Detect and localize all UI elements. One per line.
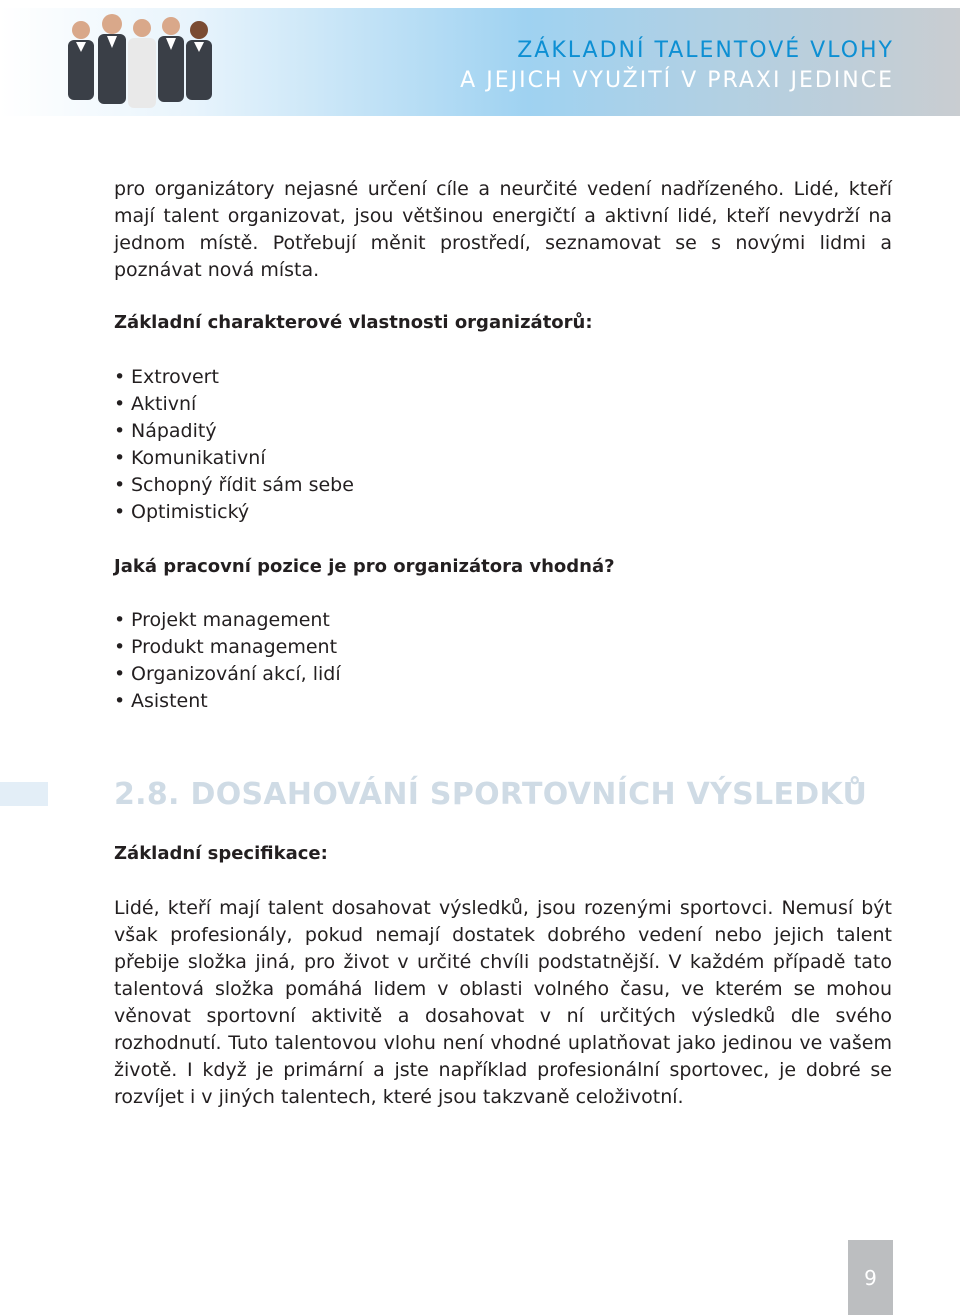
traits-list (114, 364, 892, 526)
list-item: • Extrovert (114, 366, 219, 388)
section-title: 2.8. DOSAHOVÁNÍ SPORTOVNÍCH VÝSLEDKŮ (114, 777, 868, 812)
positions-list (114, 607, 892, 715)
section-marker-bar (0, 782, 48, 806)
list-item: • Schopný řídit sám sebe (114, 474, 354, 496)
header-title-line1: ZÁKLADNÍ TALENTOVÉ VLOHY (517, 38, 894, 63)
traits-heading: Základní charakterové vlastnosti organizátorů: (114, 312, 593, 333)
page-content (114, 176, 892, 1111)
section-subheading: Základní specifikace: (114, 843, 328, 864)
list-item: • Komunikativní (114, 447, 266, 469)
page-number: 9 (848, 1240, 893, 1315)
business-people-photo (60, 10, 220, 116)
list-item: • Organizování akcí, lidí (114, 663, 341, 685)
list-item: • Optimistický (114, 501, 250, 523)
section-paragraph: Lidé, kteří mají talent dosahovat výsledků, jsou rozenými sportovci. Nemusí být však profesionály, pokud nemají dostatek dobrého vedení nebo jejich talent přebije složka jiná, pro život v určité chvíli podstatnější. V každém případě tato talentová složka pomáhá lidem v oblasti volného času, ve kterém se mohou věnovat sportovní aktivitě a dosahovat v ní určitých výsledků dle svého rozhodnutí. Tuto talentovou vlohu není vhodné uplatňovat jako jedinou ve vašem životě. I když je primární a jste například profesionální sportovec, je dobré se rozvíjet i v jiných talentech, které jsou takzvaně celoživotní. (114, 897, 892, 1108)
positions-heading: Jaká pracovní pozice je pro organizátora vhodná? (114, 556, 615, 577)
list-item: • Produkt management (114, 636, 338, 658)
list-item: • Projekt management (114, 609, 330, 631)
header-title-line2: A JEJICH VYUŽITÍ V PRAXI JEDINCE (460, 68, 894, 93)
intro-paragraph: pro organizátory nejasné určení cíle a neurčité vedení nadřízeného. Lidé, kteří mají talent organizovat, jsou většinou energičtí a aktivní lidé, kteří nevydrží na jednom místě. Potřebují měnit prostředí, seznamovat se s novými lidmi a poznávat nová místa. (114, 178, 892, 281)
list-item: • Aktivní (114, 393, 197, 415)
list-item: • Nápaditý (114, 420, 217, 442)
list-item: • Asistent (114, 690, 208, 712)
header-title (460, 36, 894, 96)
